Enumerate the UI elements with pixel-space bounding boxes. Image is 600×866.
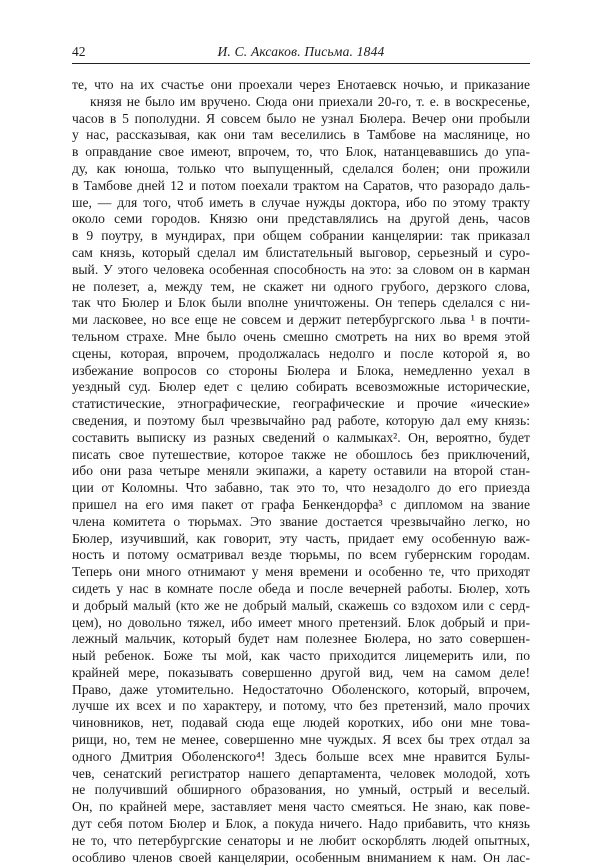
text-line: ми ласковее, но все еще не совсем и держит петербургского льва ¹ в почти- — [72, 312, 530, 328]
text-line: около семи городов. Князю они представлялись на другой день, часов — [72, 211, 530, 227]
text-line: ше, — для того, чтоб иметь в случае нужды доктора, ибо по этому тракту — [72, 194, 530, 210]
text-line: часов в 5 пополудни. Я совсем было не узнал Бюлера. Вечер они пробыли — [72, 110, 530, 126]
page-number: 42 — [72, 44, 86, 59]
text-line: в 9 поутру, в мундирах, при общем собрании канцелярии: так приказал — [72, 228, 530, 244]
text-line: князя не было им вручено. Сюда они приехали 20-го, т. е. в воскресенье, — [90, 93, 530, 109]
text-line: лежный мальчик, который будет нам полезнее Бюлера, но зато совершен- — [72, 631, 530, 647]
text-line: чиновников, нет, подавай сюда еще людей коротких, ибо они мне това- — [72, 715, 530, 731]
text-line: писать свое путешествие, которое также не обошлось без приключений, — [72, 446, 530, 462]
text-line: цем), но довольно тяжел, ибо имеет много претензий. Блок добрый и при- — [72, 614, 530, 630]
text-line: Бюлер, изучивший, как говорит, эту часть, придает ему особенную важ- — [72, 530, 530, 546]
text-line: составить выписку из разных сведений о калмыках². Он, вероятно, будет — [72, 429, 530, 445]
text-line: ибо они раза четыре меняли экипажи, а карету оставили на второй стан- — [72, 463, 530, 479]
text-line: в Тамбове дней 12 и потом поехали трактом на Саратов, что разорадо даль- — [72, 177, 530, 193]
text-line: в оправдание свое имеют, впрочем, то, что Блок, натанцевавшись до упа- — [72, 144, 530, 160]
text-line: так что Бюлер и Блок были вполне уничтожены. Он теперь сделался с ни- — [72, 295, 530, 311]
text-line: дут себя потом Бюлер и Блок, а покуда ничего. Надо прибавить, что князь — [72, 816, 530, 832]
running-head: И. С. Аксаков. Письма. 1844 — [217, 44, 385, 59]
text-line: лучше их всех и по характеру, и потому, что без претензий, мало прочих — [72, 698, 530, 714]
text-line: пришел на его имя пакет от графа Бенкендорфа³ с дипломом на звание — [72, 496, 530, 512]
text-line: тельном страхе. Мне было очень смешно смотреть на них во время этой — [72, 328, 530, 344]
text-line: сам князь, который сделал им блистательный выговор, серьезный и суро- — [72, 244, 530, 260]
text-line: Он, по крайней мере, заставляет меня часто смеяться. Не знаю, как пове- — [72, 799, 530, 815]
text-line: вый. У этого человека особенная способность на это: за словом он в карман — [72, 261, 530, 277]
text-line: одного Дмитрия Оболенского⁴! Здесь больше всех мне нравится Булы- — [72, 748, 530, 764]
text-line: не то, что петербургские сенаторы и не любит оскорблять людей опытных, — [72, 832, 530, 848]
header-rule — [72, 63, 530, 64]
text-line: ный ребенок. Боже ты мой, как часто приходится лицемерить или, по — [72, 648, 530, 664]
text-line: крайней мере, показывать совершенно другой вид, чем на самом деле! — [72, 664, 530, 680]
text-line: Право, даже утомительно. Недостаточно Оболенского, который, впрочем, — [72, 681, 530, 697]
page-header — [72, 38, 530, 60]
text-line: сведения, и поэтому был чрезвычайно рад работе, которую дал ему князь: — [72, 412, 530, 428]
text-line: ность и потому осматривал везде тюрьмы, по всем губернским городам. — [72, 547, 530, 563]
text-line: не полезет, а, между тем, не скажет ни одного грубого, дерзкого слова, — [72, 278, 530, 294]
text-line: статистические, этнографические, географические и прочие «ические» — [72, 396, 530, 412]
text-line: ции от Коломны. Что забавно, так это то, что незадолго до его приезда — [72, 480, 530, 496]
text-line: уездный суд. Бюлер едет с целию собирать всевозможные исторические, — [72, 379, 530, 395]
text-line: члена комитета о тюрьмах. Это звание достается чрезвычайно легко, но — [72, 513, 530, 529]
text-line: сцены, которая, впрочем, продолжалась недолго и после которой я, во — [72, 345, 530, 361]
body-text — [72, 77, 530, 866]
text-line: не получивший обширного образования, но умный, острый и веселый. — [72, 782, 530, 798]
text-line: Теперь они много отнимают у меня времени и особенно те, что приходят — [72, 564, 530, 580]
text-line: избежание вопросов со стороны Бюлера и Блока, немедленно уехал в — [72, 362, 530, 378]
text-line: чев, сенатский регистратор нашего департамента, человек молодой, хоть — [72, 765, 530, 781]
text-line: рищи, но, тем не менее, совершенно мне чуждых. Я всех бы трех отдал за — [72, 732, 530, 748]
text-line: особливо членов своей канцелярии, особенным вниманием к нам. Он лас- — [72, 849, 530, 865]
text-line: ду, как юноша, только что выпущенный, сделался болен; они прожили — [72, 160, 530, 176]
text-line: у нас, рассказывая, как они там веселились в Тамбове на масляницe, но — [72, 127, 530, 143]
text-line: сидеть у нас в комнате после обеда и после вечерней работы. Бюлер, хоть — [72, 580, 530, 596]
text-line: те, что на их счастье они проехали через Енотаевск ночью, и приказание — [72, 77, 530, 92]
text-line: и добрый малый (кто же не добрый малый, скажешь со вздохом или с серд- — [72, 597, 530, 613]
